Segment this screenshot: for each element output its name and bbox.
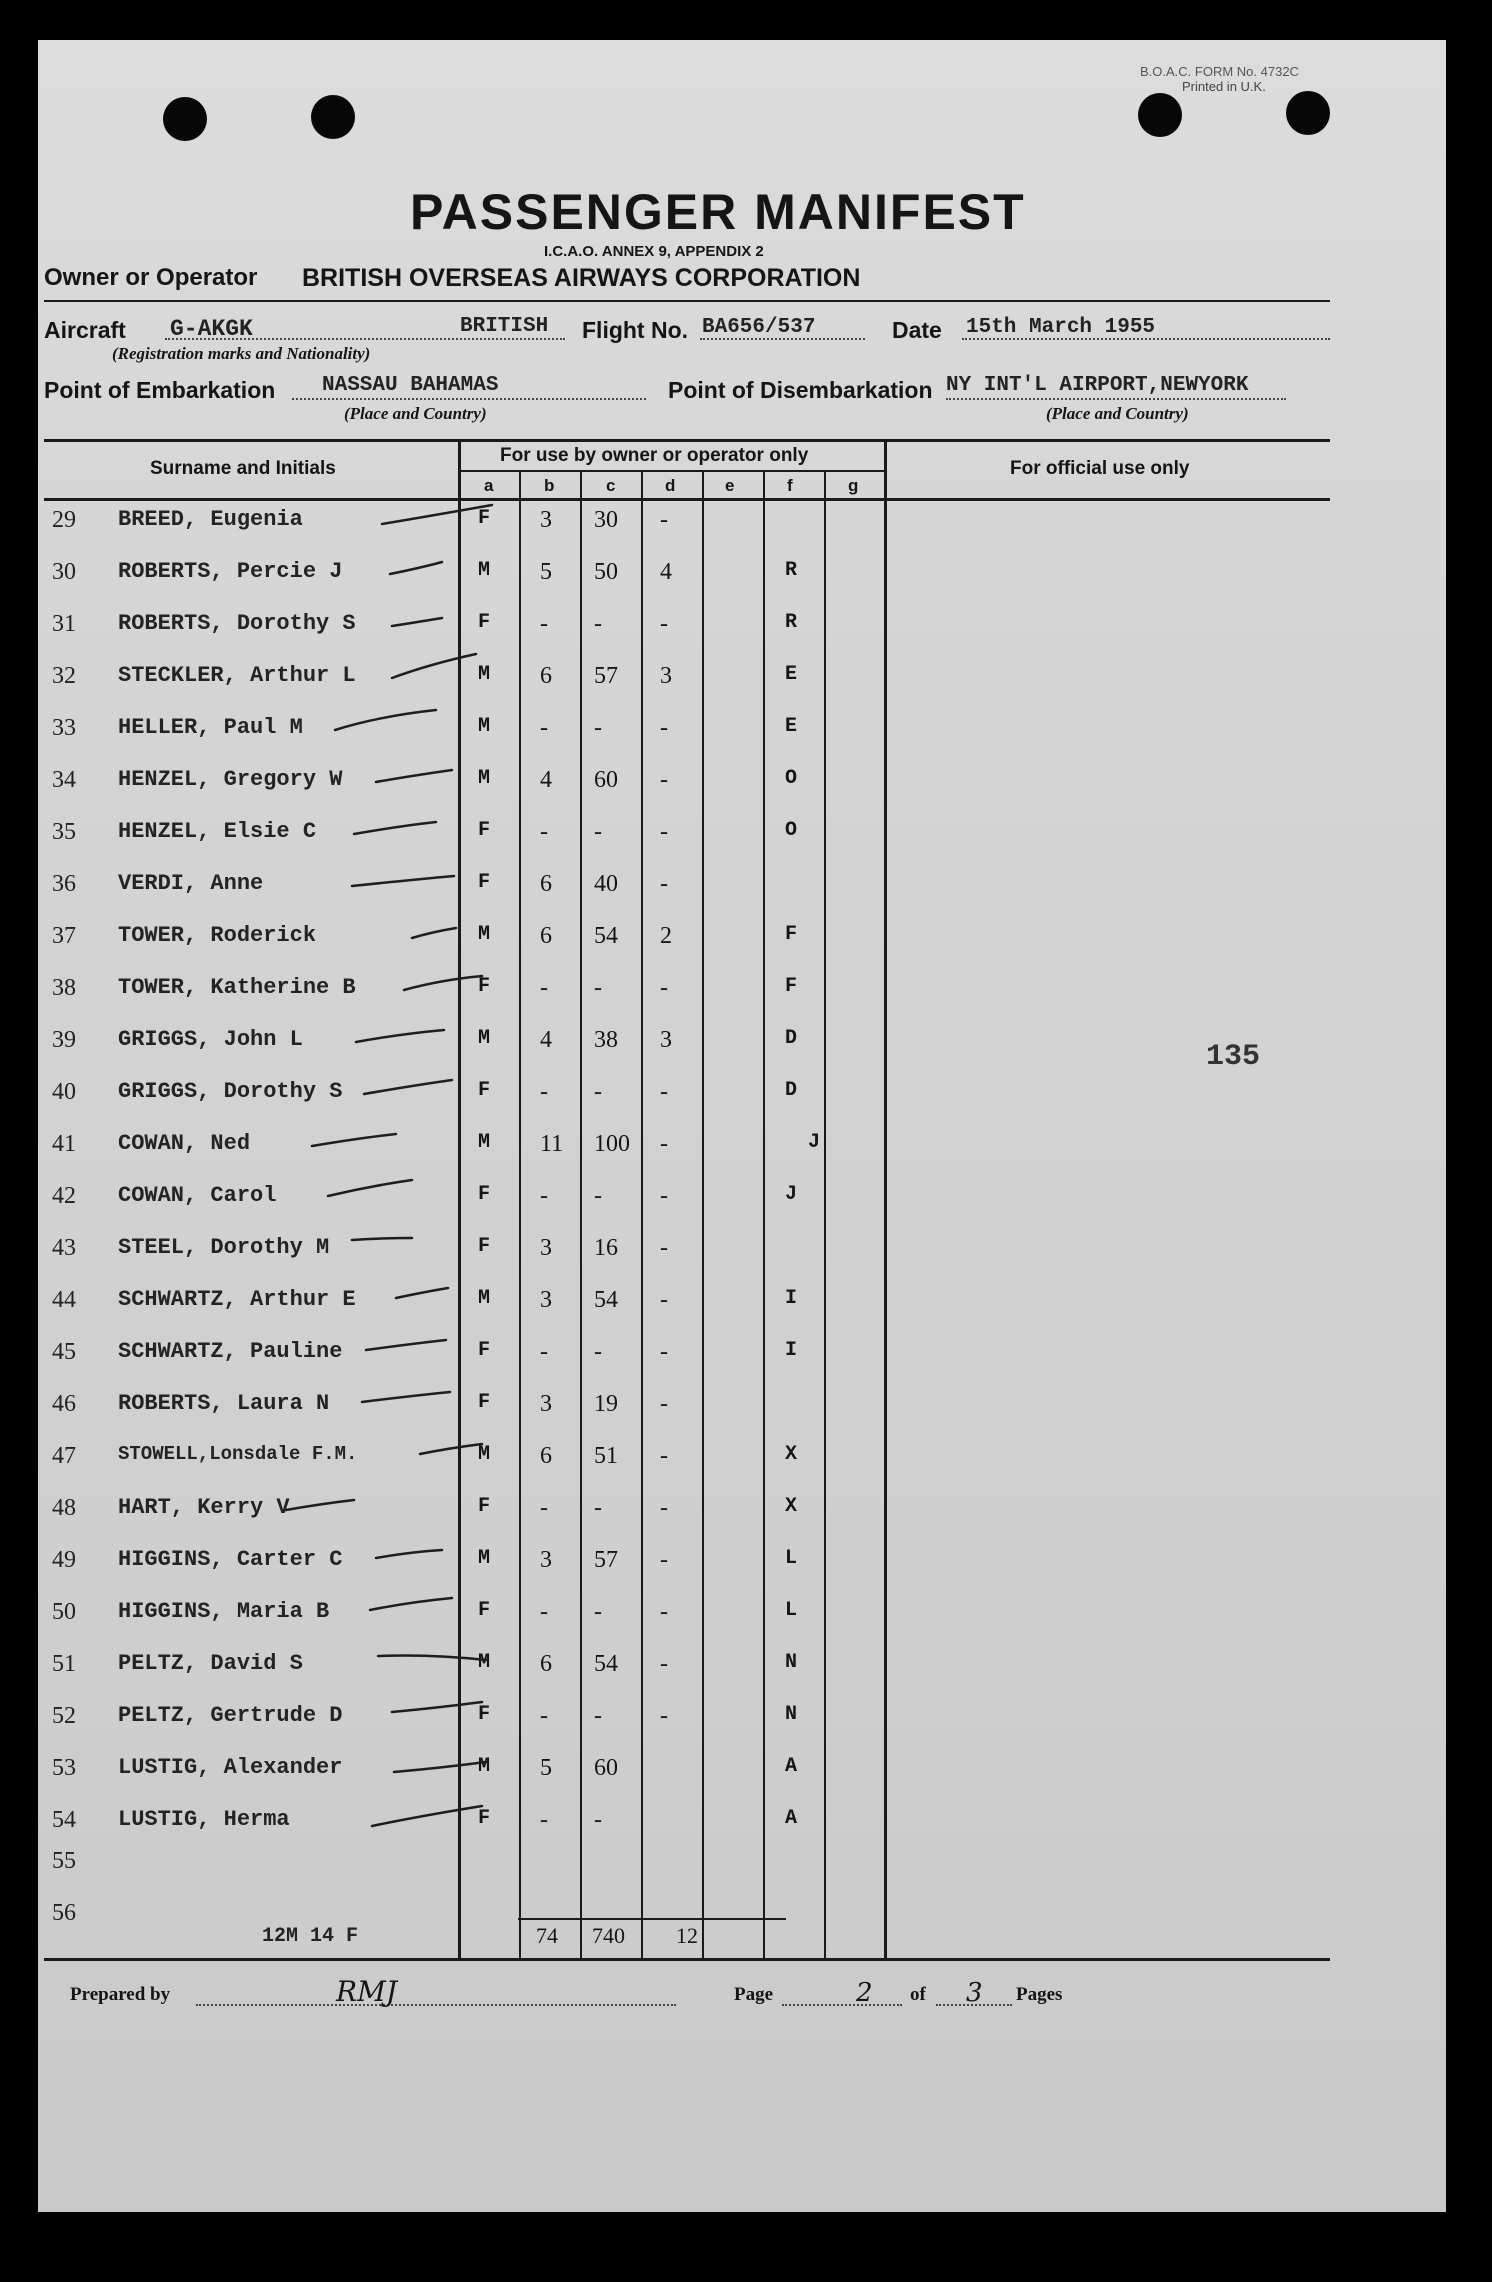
cell-d: - [660, 1651, 668, 1677]
passenger-name: HENZEL, Elsie C [118, 819, 317, 844]
col-header-c: c [606, 476, 616, 495]
aircraft-registration: G-AKGK [170, 316, 253, 342]
row-number: 37 [52, 923, 76, 949]
cell-a: F [478, 1235, 491, 1258]
cell-b: - [540, 1339, 548, 1365]
passenger-name: SCHWARTZ, Arthur E [118, 1287, 356, 1312]
row-number: 35 [52, 819, 76, 845]
cell-b: 3 [540, 1391, 552, 1417]
cell-a: M [478, 1651, 491, 1674]
col-header-b: b [544, 476, 555, 495]
cell-f: R [785, 559, 798, 582]
passenger-name: HART, Kerry V [118, 1495, 290, 1520]
row-number: 39 [52, 1027, 76, 1053]
cell-a: M [478, 1755, 491, 1778]
row-number: 56 [52, 1900, 76, 1926]
passenger-name: TOWER, Roderick [118, 923, 317, 948]
cell-b: - [540, 1495, 548, 1521]
cell-b: 4 [540, 1027, 552, 1053]
cell-d: - [660, 1183, 668, 1209]
cell-a: F [478, 611, 491, 634]
cell-d: 3 [660, 1027, 672, 1053]
cell-a: M [478, 663, 491, 686]
cell-f: I [785, 1287, 798, 1310]
row-number: 29 [52, 507, 76, 533]
disembarkation-label: Point of Disembarkation [668, 377, 933, 403]
page-current: 2 [856, 1978, 873, 2008]
cell-f: O [785, 819, 798, 842]
passenger-name: PELTZ, Gertrude D [118, 1703, 343, 1728]
cell-a: F [478, 1391, 491, 1414]
owner-value: BRITISH OVERSEAS AIRWAYS CORPORATION [302, 264, 861, 292]
cell-d: 4 [660, 559, 672, 585]
passenger-name: LUSTIG, Herma [118, 1807, 290, 1832]
cell-a: F [478, 1495, 491, 1518]
date-value: 15th March 1955 [966, 316, 1156, 339]
cell-d: - [660, 1495, 668, 1521]
row-number: 51 [52, 1651, 76, 1677]
row-number: 55 [52, 1848, 76, 1874]
cell-d: - [660, 1703, 668, 1729]
page-label: Page [734, 1984, 774, 2005]
row-number: 32 [52, 663, 76, 689]
preparer-signature: RMJ [336, 1975, 397, 2008]
page-total: 3 [966, 1978, 983, 2008]
cell-f: D [785, 1079, 798, 1102]
cell-c: 54 [594, 923, 618, 949]
embarkation-value: NASSAU BAHAMAS [322, 374, 499, 397]
dotted-line [782, 2004, 902, 2006]
dotted-line [196, 2004, 676, 2006]
embarkation-note: (Place and Country) [344, 404, 487, 423]
cell-c: 57 [594, 663, 618, 689]
table-bottom-border [44, 1958, 1330, 1961]
row-number: 47 [52, 1443, 76, 1469]
passenger-name: PELTZ, David S [118, 1651, 303, 1676]
cell-b: 11 [540, 1131, 564, 1157]
row-number: 52 [52, 1703, 76, 1729]
cell-a: M [478, 767, 491, 790]
passenger-name: GRIGGS, Dorothy S [118, 1079, 343, 1104]
cell-d: - [660, 871, 668, 897]
row-number: 38 [52, 975, 76, 1001]
cell-b: - [540, 1807, 548, 1833]
page-subtitle: I.C.A.O. ANNEX 9, APPENDIX 2 [544, 243, 764, 260]
cell-d: 2 [660, 923, 672, 949]
passenger-name: HIGGINS, Maria B [118, 1599, 330, 1624]
cell-f: O [785, 767, 798, 790]
passenger-name: HIGGINS, Carter C [118, 1547, 343, 1572]
cell-d: - [660, 1131, 668, 1157]
passenger-name: STECKLER, Arthur L [118, 663, 356, 688]
total-d: 12 [676, 1923, 698, 1948]
cell-a: M [478, 1287, 491, 1310]
row-number: 45 [52, 1339, 76, 1365]
col-header-d: d [665, 476, 676, 495]
embarkation-label: Point of Embarkation [44, 377, 276, 403]
cell-d: - [660, 1391, 668, 1417]
row-number: 44 [52, 1287, 76, 1313]
cell-c: - [594, 975, 602, 1001]
name-column-header: Surname and Initials [150, 458, 336, 479]
cell-d: - [660, 819, 668, 845]
row-number: 36 [52, 871, 76, 897]
cell-a: F [478, 1339, 491, 1362]
cell-c: - [594, 1807, 602, 1833]
cell-c: - [594, 611, 602, 637]
aircraft-label: Aircraft [44, 317, 126, 343]
cell-c: 40 [594, 871, 618, 897]
cell-a: F [478, 1599, 491, 1622]
cell-a: M [478, 559, 491, 582]
cell-c: 51 [594, 1443, 618, 1469]
cell-c: 30 [594, 507, 618, 533]
flight-label: Flight No. [582, 317, 689, 343]
cell-a: M [478, 923, 491, 946]
cell-a: M [478, 1547, 491, 1570]
cell-d: - [660, 1287, 668, 1313]
disembarkation-note: (Place and Country) [1046, 404, 1189, 423]
row-number: 42 [52, 1183, 76, 1209]
cell-d: - [660, 507, 668, 533]
total-c: 740 [592, 1923, 625, 1948]
aircraft-note: (Registration marks and Nationality) [112, 344, 371, 363]
cell-f: R [785, 611, 798, 634]
date-label: Date [892, 317, 942, 343]
cell-c: - [594, 819, 602, 845]
row-number: 43 [52, 1235, 76, 1261]
cell-b: 6 [540, 1651, 552, 1677]
passenger-name: SCHWARTZ, Pauline [118, 1339, 343, 1364]
cell-f: X [785, 1443, 798, 1466]
cell-b: 6 [540, 663, 552, 689]
row-number: 41 [52, 1131, 76, 1157]
cell-f: L [785, 1547, 798, 1570]
cell-b: - [540, 1183, 548, 1209]
form-reference: B.O.A.C. FORM No. 4732C [1140, 64, 1299, 79]
flight-number: BA656/537 [702, 316, 816, 339]
cell-c: - [594, 1599, 602, 1625]
cell-b: 3 [540, 1287, 552, 1313]
passenger-name: STEEL, Dorothy M [118, 1235, 330, 1260]
cell-a: F [478, 819, 491, 842]
cell-d: - [660, 767, 668, 793]
row-number: 31 [52, 611, 76, 637]
cell-b: - [540, 1079, 548, 1105]
cell-d: - [660, 1079, 668, 1105]
cell-f: F [785, 975, 798, 998]
col-header-g: g [848, 476, 859, 495]
cell-f: A [785, 1755, 798, 1778]
passenger-name: ROBERTS, Percie J [118, 559, 343, 584]
cell-d: - [660, 1235, 668, 1261]
cell-c: - [594, 1183, 602, 1209]
cell-a: F [478, 1079, 491, 1102]
passenger-name: HENZEL, Gregory W [118, 767, 343, 792]
cell-f: A [785, 1807, 798, 1830]
cell-b: - [540, 611, 548, 637]
cell-a: F [478, 1807, 491, 1830]
gender-totals: 12M 14 F [262, 1925, 359, 1948]
cell-b: - [540, 1703, 548, 1729]
cell-a: F [478, 871, 491, 894]
cell-f: I [785, 1339, 798, 1362]
passenger-name: STOWELL,Lonsdale F.M. [118, 1443, 358, 1465]
cell-f: J [808, 1131, 821, 1154]
cell-a: M [478, 715, 491, 738]
pages-suffix: Pages [1016, 1984, 1063, 2005]
page-of-label: of [910, 1984, 926, 2005]
total-b: 74 [536, 1923, 558, 1948]
cell-b: 3 [540, 1547, 552, 1573]
col-header-a: a [484, 476, 494, 495]
cell-c: 60 [594, 767, 618, 793]
cell-a: M [478, 1443, 491, 1466]
cell-c: 16 [594, 1235, 618, 1261]
cell-f: E [785, 715, 798, 738]
passenger-name: VERDI, Anne [118, 871, 264, 896]
page-title: PASSENGER MANIFEST [410, 184, 1026, 240]
cell-b: - [540, 715, 548, 741]
cell-a: M [478, 1027, 491, 1050]
cell-a: F [478, 507, 491, 530]
cell-f: E [785, 663, 798, 686]
form-printed-note: Printed in U.K. [1182, 79, 1266, 94]
col-header-e: e [725, 476, 735, 495]
cell-b: - [540, 1599, 548, 1625]
cell-c: 100 [594, 1131, 630, 1157]
disembarkation-value: NY INT'L AIRPORT,NEWYORK [946, 374, 1249, 397]
row-number: 33 [52, 715, 76, 741]
cell-f: J [785, 1183, 798, 1206]
row-number: 40 [52, 1079, 76, 1105]
cell-c: 57 [594, 1547, 618, 1573]
cell-c: 19 [594, 1391, 618, 1417]
cell-b: - [540, 819, 548, 845]
row-number: 49 [52, 1547, 76, 1573]
passenger-name: COWAN, Carol [118, 1183, 277, 1208]
cell-c: - [594, 1495, 602, 1521]
prepared-by-label: Prepared by [70, 1984, 171, 2005]
cell-b: 3 [540, 507, 552, 533]
cell-c: 54 [594, 1287, 618, 1313]
cell-b: 4 [540, 767, 552, 793]
passenger-name: ROBERTS, Dorothy S [118, 611, 356, 636]
cell-c: - [594, 1079, 602, 1105]
cell-a: M [478, 1131, 491, 1154]
cell-b: - [540, 975, 548, 1001]
cell-c: 50 [594, 559, 618, 585]
passenger-name: GRIGGS, John L [118, 1027, 303, 1052]
cell-b: 6 [540, 871, 552, 897]
cell-a: F [478, 975, 491, 998]
row-number: 48 [52, 1495, 76, 1521]
cell-d: - [660, 1443, 668, 1469]
cell-c: 60 [594, 1755, 618, 1781]
row-number: 30 [52, 559, 76, 585]
cell-d: - [660, 715, 668, 741]
cell-d: - [660, 1599, 668, 1625]
cell-f: N [785, 1651, 798, 1674]
row-number: 54 [52, 1807, 76, 1833]
cell-a: F [478, 1703, 491, 1726]
cell-c: - [594, 1339, 602, 1365]
passenger-name: COWAN, Ned [118, 1131, 251, 1156]
cell-c: - [594, 1703, 602, 1729]
passenger-name: HELLER, Paul M [118, 715, 303, 740]
cell-f: D [785, 1027, 798, 1050]
owner-use-header: For use by owner or operator only [500, 445, 809, 466]
passenger-name: LUSTIG, Alexander [118, 1755, 343, 1780]
row-number: 50 [52, 1599, 76, 1625]
passenger-name: TOWER, Katherine B [118, 975, 356, 1000]
cell-b: 6 [540, 1443, 552, 1469]
cell-f: X [785, 1495, 798, 1518]
row-number: 34 [52, 767, 76, 793]
cell-f: L [785, 1599, 798, 1622]
cell-d: - [660, 1547, 668, 1573]
cell-b: 3 [540, 1235, 552, 1261]
aircraft-nationality: BRITISH [460, 315, 549, 338]
owner-label: Owner or Operator [44, 264, 258, 291]
row-number: 46 [52, 1391, 76, 1417]
cell-c: - [594, 715, 602, 741]
totals-rule [518, 1918, 786, 1920]
cell-f: N [785, 1703, 798, 1726]
col-header-f: f [787, 476, 793, 495]
cell-d: - [660, 1339, 668, 1365]
cell-c: 38 [594, 1027, 618, 1053]
cell-b: 6 [540, 923, 552, 949]
cell-c: 54 [594, 1651, 618, 1677]
cell-f: F [785, 923, 798, 946]
cell-a: F [478, 1183, 491, 1206]
official-stamp-number: 135 [1206, 1040, 1261, 1074]
passenger-name: BREED, Eugenia [118, 507, 303, 532]
cell-d: - [660, 975, 668, 1001]
cell-d: 3 [660, 663, 672, 689]
cell-d: - [660, 611, 668, 637]
row-number: 53 [52, 1755, 76, 1781]
official-use-header: For official use only [1010, 458, 1190, 479]
cell-b: 5 [540, 1755, 552, 1781]
cell-b: 5 [540, 559, 552, 585]
passenger-name: ROBERTS, Laura N [118, 1391, 330, 1416]
